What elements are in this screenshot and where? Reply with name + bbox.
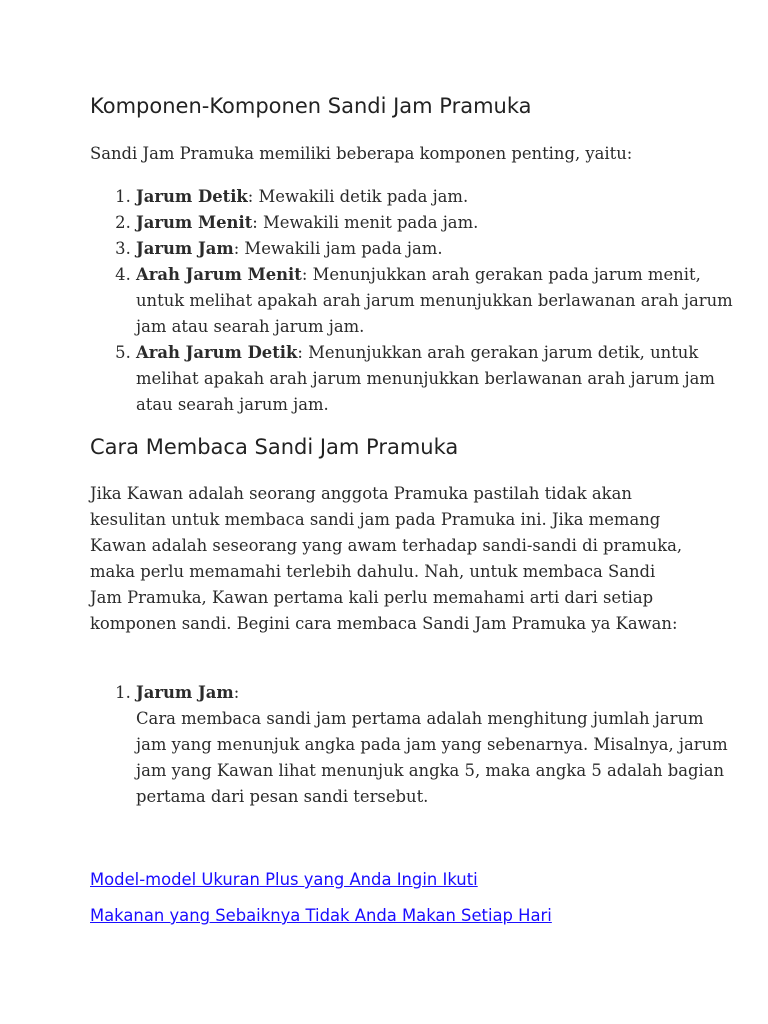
related-link-makanan[interactable]: Makanan yang Sebaiknya Tidak Anda Makan Setiap Hari [90, 906, 552, 925]
steps-list [90, 680, 736, 810]
section-paragraph: Jika Kawan adalah seorang anggota Pramuka pastilah tidak akan kesulitan untuk membaca sandi jam pada Pramuka ini. Jika memang Kawan adalah seseorang yang awam terhadap sandi-sandi di pramuka, maka perlu memamahi terlebih dahulu. Nah, untuk membaca Sandi Jam Pramuka, Kawan pertama kali perlu memahami arti dari setiap komponen sandi. Begini cara membaca Sandi Jam Pramuka ya Kawan: [90, 484, 683, 633]
list-item-term: Jarum Menit [136, 213, 253, 232]
step-term: Jarum Jam [136, 683, 234, 702]
section-heading-cara-membaca: Cara Membaca Sandi Jam Pramuka [90, 435, 459, 459]
list-item-term: Jarum Jam [136, 239, 234, 258]
list-item-desc: : Mewakili detik pada jam. [247, 187, 469, 206]
list-item-term: Jarum Detik [136, 187, 248, 206]
list-item-desc: : Mewakili jam pada jam. [233, 239, 443, 258]
list-item-term: Arah Jarum Menit [136, 265, 302, 284]
step-suffix: : [233, 683, 240, 702]
list-item-desc: : Menunjukkan arah gerakan pada jarum menit, untuk melihat apakah arah jarum menunjukkan berlawanan arah jarum jam atau searah jarum jam. [136, 265, 733, 336]
section-heading-komponen: Komponen-Komponen Sandi Jam Pramuka [90, 94, 532, 118]
list-item-desc: : Menunjukkan arah gerakan jarum detik, untuk melihat apakah arah jarum menunjukkan berlawanan arah jarum jam atau searah jarum jam. [136, 343, 715, 414]
list-item [136, 236, 736, 262]
list-item-term: Arah Jarum Detik [136, 343, 298, 362]
list-item [136, 340, 736, 418]
list-item [136, 680, 736, 810]
list-item [136, 210, 736, 236]
section-intro: Sandi Jam Pramuka memiliki beberapa komponen penting, yaitu: [90, 144, 633, 163]
related-link-ukuran-plus[interactable]: Model-model Ukuran Plus yang Anda Ingin Ikuti [90, 870, 478, 889]
list-item [136, 184, 736, 210]
step-desc: Cara membaca sandi jam pertama adalah menghitung jumlah jarum jam yang menunjuk angka pada jam yang sebenarnya. Misalnya, jarum jam yang Kawan lihat menunjuk angka 5, maka angka 5 adalah bagian pertama dari pesan sandi tersebut. [136, 709, 728, 806]
list-item-desc: : Mewakili menit pada jam. [252, 213, 479, 232]
list-item [136, 262, 736, 340]
component-list [90, 184, 736, 418]
